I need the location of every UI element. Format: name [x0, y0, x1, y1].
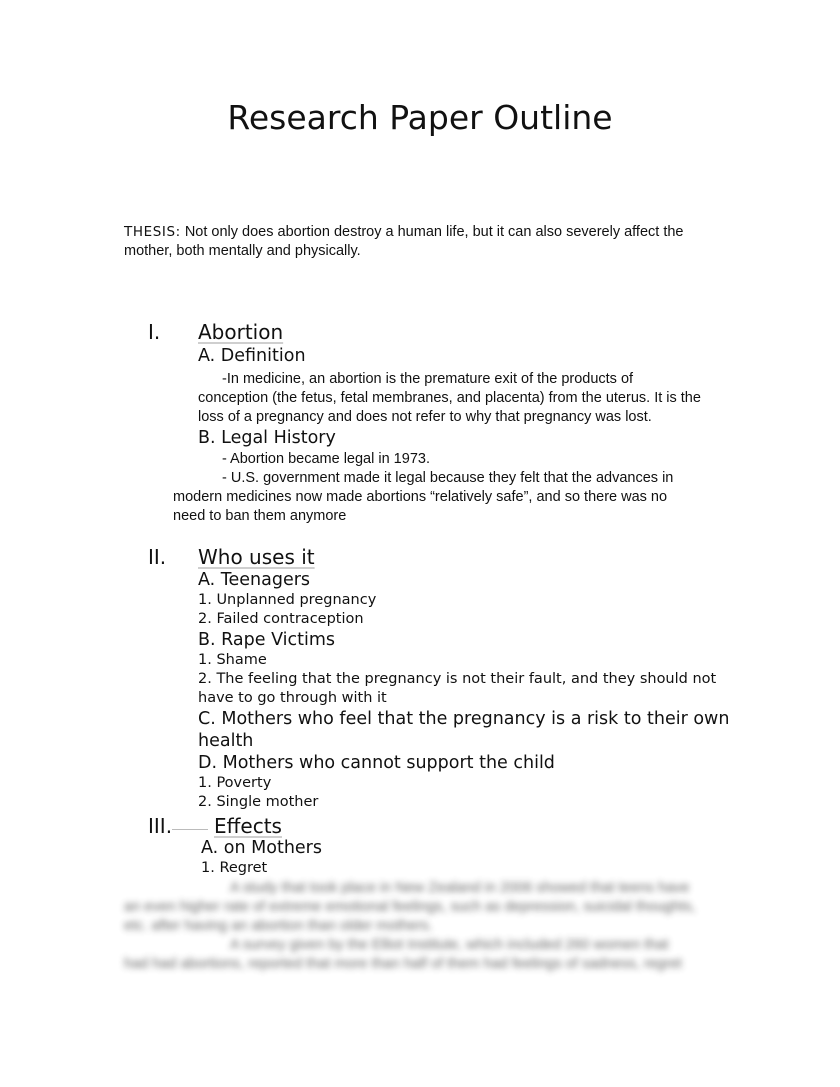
section-1-subheading-b: B. Legal History	[198, 428, 336, 448]
thesis-label: THESIS:	[124, 224, 181, 240]
blurred-paragraph-line-2: an even higher rate of extreme emotional feelings, such as depression, suicidal thoughts,	[124, 899, 696, 915]
section-2-d-item-2: 2. Single mother	[198, 794, 319, 810]
tab-leader-line	[172, 829, 208, 830]
section-1-b-item-2-line-2: modern medicines now made abortions “relatively safe”, and so there was no	[173, 489, 668, 505]
section-3-subheading-a: A. on Mothers	[201, 838, 322, 858]
section-3-a-item-1: 1. Regret	[201, 860, 268, 876]
section-2-b-item-2-line-2: have to go through with it	[198, 690, 387, 706]
section-1-a-line-2: conception (the fetus, fetal membranes, and placenta) from the uterus. It is the	[198, 390, 701, 406]
section-2-b-item-1: 1. Shame	[198, 652, 267, 668]
section-2-d-item-1: 1. Poverty	[198, 775, 272, 791]
blurred-paragraph-line-5: had had abortions, reported that more than half of them had feelings of sadness, regret	[124, 956, 682, 972]
thesis-statement	[124, 223, 714, 261]
section-2-b-item-2-line-1: 2. The feeling that the pregnancy is not their fault, and they should not	[198, 671, 717, 687]
section-1-a-line-1: -In medicine, an abortion is the premature exit of the products of	[222, 371, 634, 387]
section-1-numeral: I.	[148, 320, 161, 344]
section-1-b-item-2-line-3: need to ban them anymore	[173, 508, 347, 524]
section-2-heading: Who uses it	[198, 545, 315, 569]
section-2-a-item-2: 2. Failed contraception	[198, 611, 364, 627]
section-2-subheading-d: D. Mothers who cannot support the child	[198, 753, 555, 773]
thesis-text: Not only does abortion destroy a human life, but it can also severely affect the mother, both mentally and physically.	[124, 224, 684, 259]
section-1-b-item-2-line-1: - U.S. government made it legal because they felt that the advances in	[222, 470, 674, 486]
section-2-subheading-c-line-2: health	[198, 731, 254, 751]
section-3-heading: Effects	[214, 814, 282, 838]
section-2-subheading-a: A. Teenagers	[198, 570, 311, 590]
blurred-paragraph-line-3: etc. after having an abortion than older mothers.	[124, 918, 433, 934]
section-1-a-line-3: loss of a pregnancy and does not refer to why that pregnancy was lost.	[198, 409, 652, 425]
section-1-subheading-a: A. Definition	[198, 346, 306, 366]
section-3-numeral-text: III.	[148, 814, 173, 838]
section-2-subheading-c-line-1: C. Mothers who feel that the pregnancy is a risk to their own	[198, 709, 730, 729]
section-2-subheading-b: B. Rape Victims	[198, 630, 336, 650]
section-2-a-item-1: 1. Unplanned pregnancy	[198, 592, 377, 608]
section-1-b-item-1: - Abortion became legal in 1973.	[222, 451, 430, 467]
section-2-numeral: II.	[148, 545, 167, 569]
blurred-paragraph-line-4: A survey given by the Elliot Institute, which included 260 women that	[230, 937, 669, 953]
section-3-numeral	[148, 814, 214, 838]
page-title: Research Paper Outline	[227, 98, 613, 137]
blurred-paragraph-line-1: A study that took place in New Zealand in 2006 showed that teens have	[230, 880, 690, 896]
section-1-heading: Abortion	[198, 320, 284, 344]
